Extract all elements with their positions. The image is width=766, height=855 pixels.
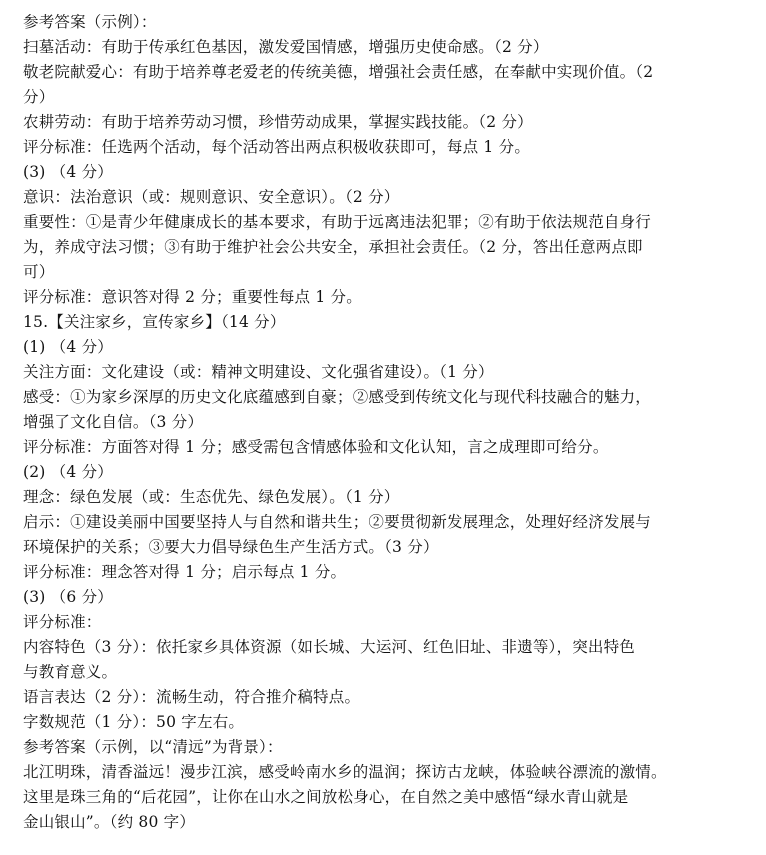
- text-line: 为，养成守法习惯；③有助于维护社会公共安全，承担社会责任。（2 分，答出任意两点即: [23, 238, 643, 256]
- text-line: 启示：①建设美丽中国要坚持人与自然和谐共生；②要贯彻新发展理念，处理好经济发展与: [23, 513, 652, 531]
- text-line: 环境保护的关系；③要大力倡导绿色生产生活方式。（3 分）: [23, 538, 439, 556]
- text-line: (3) （6 分）: [23, 588, 113, 606]
- text-line: 北江明珠，清香溢远！漫步江滨，感受岭南水乡的温润；探访古龙峡，体验峡谷漂流的激情。: [23, 763, 667, 781]
- text-line: 与教育意义。: [23, 663, 118, 681]
- text-line: 评分标准：: [23, 613, 102, 631]
- text-line: 评分标准：理念答对得 1 分；启示每点 1 分。: [23, 563, 347, 581]
- text-line: 分）: [23, 88, 55, 106]
- text-line: 重要性：①是青少年健康成长的基本要求，有助于远离违法犯罪；②有助于依法规范自身行: [23, 213, 652, 231]
- text-line: 语言表达（2 分）：流畅生动，符合推介稿特点。: [23, 688, 361, 706]
- text-line: (2) （4 分）: [23, 463, 113, 481]
- text-line: 内容特色（3 分）：依托家乡具体资源（如长城、大运河、红色旧址、非遗等），突出特色: [23, 638, 635, 656]
- text-line: 感受：①为家乡深厚的历史文化底蕴感到自豪；②感受到传统文化与现代科技融合的魅力，: [23, 388, 652, 406]
- text-line: 这里是珠三角的“后花园”，让你在山水之间放松身心，在自然之美中感悟“绿水青山就是: [23, 788, 629, 806]
- text-line: 关注方面：文化建设（或：精神文明建设、文化强省建设）。（1 分）: [23, 363, 494, 381]
- text-line: 参考答案（示例）：: [23, 13, 157, 31]
- text-line: 意识：法治意识（或：规则意识、安全意识）。（2 分）: [23, 188, 400, 206]
- text-line: 评分标准：任选两个活动，每个活动答出两点积极收获即可，每点 1 分。: [23, 138, 531, 156]
- text-line: 参考答案（示例，以“清远”为背景）：: [23, 738, 283, 756]
- answer-document: [23, 10, 755, 835]
- text-line: 敬老院献爱心：有助于培养尊老爱老的传统美德，增强社会责任感，在奉献中实现价值。（2: [23, 63, 654, 81]
- text-line: (1) （4 分）: [23, 338, 113, 356]
- text-line: 金山银山”。（约 80 字）: [23, 813, 196, 831]
- text-line: 可）: [23, 263, 55, 281]
- text-line: (3) （4 分）: [23, 163, 113, 181]
- text-line: 评分标准：意识答对得 2 分；重要性每点 1 分。: [23, 288, 362, 306]
- text-line: 理念：绿色发展（或：生态优先、绿色发展）。（1 分）: [23, 488, 400, 506]
- text-line: 评分标准：方面答对得 1 分；感受需包含情感体验和文化认知，言之成理即可给分。: [23, 438, 609, 456]
- text-line: 增强了文化自信。（3 分）: [23, 413, 204, 431]
- text-line: 扫墓活动：有助于传承红色基因，激发爱国情感，增强历史使命感。（2 分）: [23, 38, 549, 56]
- text-line: 字数规范（1 分）：50 字左右。: [23, 713, 245, 731]
- text-line: 农耕劳动：有助于培养劳动习惯，珍惜劳动成果，掌握实践技能。（2 分）: [23, 113, 533, 131]
- section-heading: 15.【关注家乡，宣传家乡】（14 分）: [23, 313, 286, 331]
